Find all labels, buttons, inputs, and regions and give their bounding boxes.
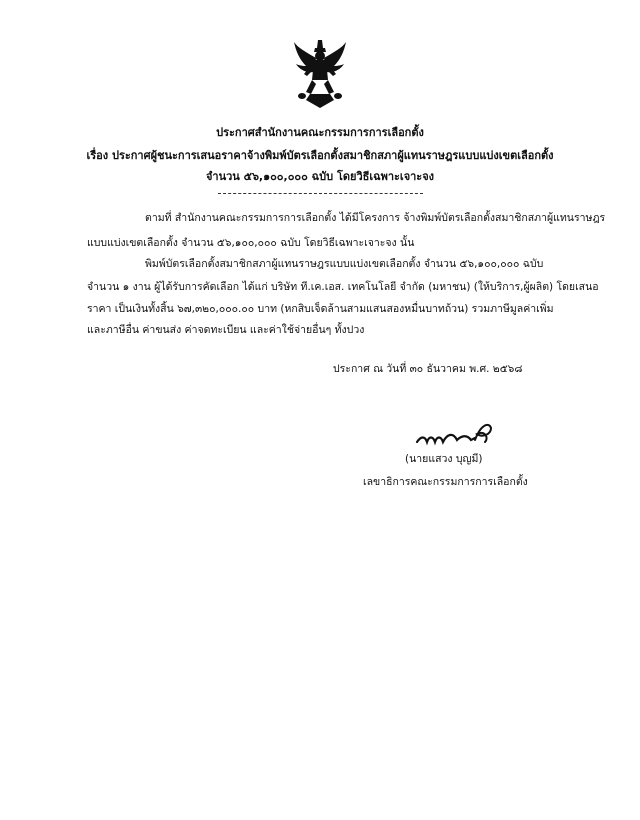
announce-date: ประกาศ ณ วันที่ ๓๐ ธันวาคม พ.ศ. ๒๕๖๘: [333, 363, 523, 375]
para2-line-3: ราคา เป็นเงินทั้งสิ้น ๖๗,๓๒๐,๐๐๐.๐๐ บาท (หกสิบเจ็ดล้านสามแสนสองหมื่นบาทถ้วน) รวมภาษีมูลค่าเพิ่ม: [87, 303, 554, 315]
para1-line-1: ตามที่ สำนักงานคณะกรรมการการเลือกตั้ง ได้มีโครงการ จ้างพิมพ์บัตรเลือกตั้งสมาชิกสภาผู้แทนราษฎร: [145, 212, 606, 224]
signer-name: (นายแสวง บุญมี): [405, 453, 483, 465]
signer-position: เลขาธิการคณะกรรมการการเลือกตั้ง: [363, 476, 528, 488]
garuda-emblem-icon: [292, 38, 348, 110]
announcement-title: ประกาศสำนักงานคณะกรรมการการเลือกตั้ง: [216, 126, 424, 139]
para2-line-1: พิมพ์บัตรเลือกตั้งสมาชิกสภาผู้แทนราษฎรแบบแบ่งเขตเลือกตั้ง จำนวน ๕๖,๑๐๐,๐๐๐ ฉบับ: [145, 258, 544, 270]
announcement-quantity: จำนวน ๕๖,๑๐๐,๐๐๐ ฉบับ โดยวิธีเฉพาะเจาะจง: [205, 170, 435, 183]
para1-line-2: แบบแบ่งเขตเลือกตั้ง จำนวน ๕๖,๑๐๐,๐๐๐ ฉบับ โดยวิธีเฉพาะเจาะจง นั้น: [87, 237, 415, 249]
para2-line-2: จำนวน ๑ งาน ผู้ได้รับการคัดเลือก ได้แก่ บริษัท ที.เค.เอส. เทคโนโลยี จำกัด (มหาชน) (ให้บริการ,ผู้ผลิต) โดยเสนอ: [87, 281, 599, 293]
para2-line-4: และภาษีอื่น ค่าขนส่ง ค่าจดทะเบียน และค่าใช้จ่ายอื่นๆ ทั้งปวง: [87, 324, 365, 336]
separator-line: [218, 193, 423, 194]
announcement-subject: เรื่อง ประกาศผู้ชนะการเสนอราคาจ้างพิมพ์บัตรเลือกตั้งสมาชิกสภาผู้แทนราษฎรแบบแบ่งเขตเลือกตั้ง: [86, 149, 554, 162]
handwritten-signature: [415, 418, 495, 448]
